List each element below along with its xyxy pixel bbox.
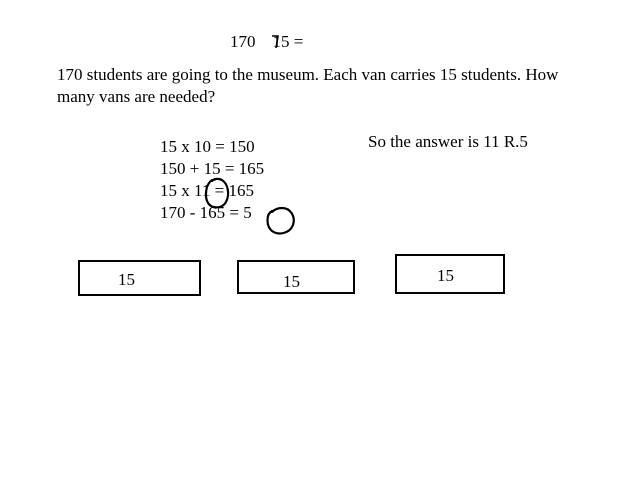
- van-box-1: [78, 260, 201, 296]
- word-problem-line-1: 170 students are going to the museum. Each van carries 15 students. How: [57, 65, 559, 84]
- circle-annotation-remainder: [268, 208, 294, 233]
- van-box-3: [395, 254, 505, 294]
- work-step-2: 150 + 15 = 165: [160, 159, 265, 178]
- word-problem-line-2: many vans are needed?: [57, 87, 216, 106]
- division-equation: 170 15 =: [230, 32, 304, 51]
- van-box-label: 15: [118, 270, 135, 289]
- work-step-3: 15 x 11 = 165: [160, 181, 254, 200]
- van-box-label: 15: [437, 266, 454, 285]
- work-step-4: 170 - 165 = 5: [160, 203, 252, 222]
- van-box-label: 15: [283, 272, 300, 291]
- van-box-2: [237, 260, 355, 294]
- work-step-1: 15 x 10 = 150: [160, 137, 255, 156]
- answer-text: So the answer is 11 R.5: [368, 132, 528, 151]
